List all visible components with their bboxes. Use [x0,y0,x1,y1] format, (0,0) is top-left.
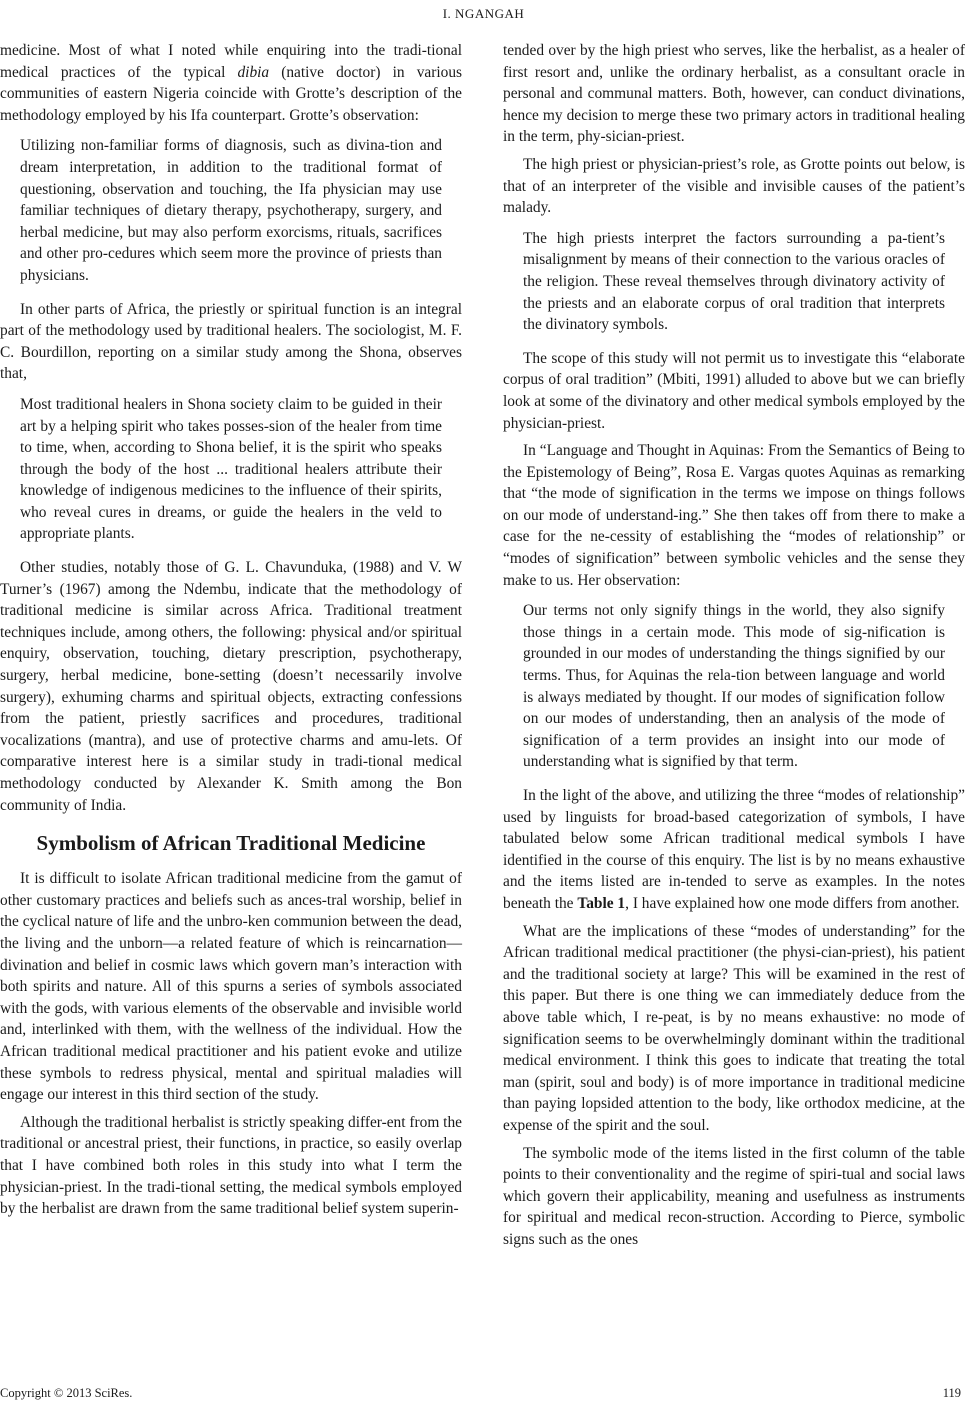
paragraph [0,40,462,126]
paragraph: Although the traditional herbalist is strictly speaking differ-ent from the traditional or ancestral priest, their functions, in practice, so easily overlap that I have combined both roles in this study into what I term the physician-priest. In the tradi-tional setting, the medical symbols employed by the herbalist are drawn from the same traditional belief system superin- [0,1113,462,1218]
block-quote: The high priests interpret the factors surrounding a pa-tient’s misalignment by means of their connection to the various oracles of the religion. These reveal themselves through divinatory activity of the priests and an elaborate corpus of oral tradition that interprets the divinatory symbols. [523,229,945,334]
right-column [503,40,965,1250]
running-header: I. NGANGAH [442,6,525,21]
paragraph: It is difficult to isolate African traditional medicine from the gamut of other customary practices and beliefs such as ances-tral worship, belief in the cyclical nature of life and the unbro-ken communion between the dead, the living and the unborn—a related feature of which is reincarnation—divination and belief in cosmic laws which govern man’s interaction with both spirits and nature. All of this spurns a series of symbols associated with the gods, with various elements of the observable and invisible world and, interlinked with them, with the wellness of the individual. How the African traditional medical practitioner and his patient evoke and utilize these symbols to redress physical, mental and spiritual maladies will engage our interest in this third section of the study. [0,870,462,1104]
paragraph: In other parts of Africa, the priestly or spiritual function is an integral part of the methodology used by traditional healers. The sociologist, M. F. C. Bourdillon, reporting on a similar study among the Shona, observes that, [0,300,462,383]
table-reference: Table 1 [577,894,626,912]
paragraph: In “Language and Thought in Aquinas: From the Semantics of Being to the Epistemology of Being”, Rosa E. Vargas quotes Aquinas as remarking that “the mode of signification in the terms we impose on things follows on our mode of understand-ing.” She then takes off from there to make a case for the ne-cessity of establishing the “modes of relationship” or “modes of signification” between symbolic vehicles and the sense they make to us. Her observation: [503,442,965,589]
paragraph [503,785,965,915]
block-quote: Most traditional healers in Shona society claim to be guided in their art by a helping spirit who takes posses-sion of the healer from time to time, when, according to Shona belief, it is the spirit who speaks through the body of the host ... traditional healers attribute their knowledge of indigenous medicines to the influence of their spirits, who reveal cures in dreams, or guide the healers in the veld to appropriate plants. [20,395,442,543]
paragraph: What are the implications of these “modes of understanding” for the African traditional medical practitioner (the physi-cian-priest), his patient and the traditional society at large? This will be examined in the rest of this paper. But there is one thing we can immediately deduce from the above table which, I re-peat, is by no means exhaustive: no mode of signification seems to be overwhelmingly dominant within the traditional medical environment. I think this goes to indicate that treating the total man (spirit, soul and body) is of more importance in traditional medicine than paying lopsided attention to the body, like orthodox medicine, at the expense of the spirit and the soul. [503,922,965,1134]
section-heading: Symbolism of African Traditional Medicine [36,831,426,856]
page-number: 119 [942,1386,961,1400]
paragraph: Other studies, notably those of G. L. Chavunduka, (1988) and V. W Turner’s (1967) among the Ndembu, indicate that the methodology of traditional medicine is similar across Africa. Traditional treatment techniques include, among others, the following: physical and/or spiritual enquiry, observation, touching, dietary prescription, psychotherapy, surgery, herbal medicine, bone-setting (doesn’t necessarily involve surgery), exhuming charms and spiritual objects, extracting confessions from the patient, priestly sacrifices and procedures, traditional vocalizations (mantra), and use of protective charms and amu-lets. Of comparative interest here is a similar study in tradi-tional medical methodology conducted by Alexander K. Smith among the Bon community of India. [0,559,462,814]
block-quote: Our terms not only signify things in the world, they also signify those things in a certain mode. This mode of sig-nification is grounded in our modes of understanding the things signified by our terms. Thus, for Aquinas the rela-tion between language and world is always mediated by thought. If our modes of signification follow on our modes of understanding, then an analysis of the mode of signification of a term provides an insight into our mode of understanding what is signified by that term. [523,602,945,771]
block-quote: Utilizing non-familiar forms of diagnosis, such as divina-tion and dream interpretation, in addition to the traditional format of questioning, observation and touching, the Ifa physician may use familiar techniques of dietary therapy, psychotherapy, surgery, and herbal medicine, but may also perform exorcisms, rituals, sacrifices and other pro-cedures which seem more the province of priests than physicians. [20,137,442,284]
paragraph-text: , I have explained how one mode differs from another. [625,894,960,912]
paragraph: tended over by the high priest who serves, like the herbalist, as a healer of first resort and, unlike the ordinary herbalist, as a consultant oracle in personal and communal matters. Both, however, can conduct divinations, hence my decision to merge these two primary actors in traditional healing in the term, phy-sician-priest. [503,42,965,146]
italic-term: dibia [237,63,270,81]
copyright-notice: Copyright © 2013 SciRes. [0,1386,133,1400]
left-column [0,40,462,1220]
paragraph: The scope of this study will not permit us to investigate this “elaborate corpus of oral tradition” (Mbiti, 1991) alluded to above but we can briefly look at some of the divinatory and other medical symbols employed by the physician-priest. [503,349,965,432]
paragraph: The symbolic mode of the items listed in the first column of the table points to their conventionality and the regime of spiri-tual and social laws which govern their applicability, meaning and usefulness as instruments for spiritual and medical recon-struction. According to Pierce, symbolic signs such as the ones [503,1144,965,1248]
paragraph-text: (native doctor) in various communities of eastern Nigeria coincide with Grotte’s description of the methodology employed by his Ifa counterpart. Grotte’s observation: [0,63,463,124]
paragraph-text: In the light of the above, and utilizing the three “modes of relationship” used by linguists for broad-based categorization of symbols, I have tabulated below some African traditional medical symbols I have identified in the course of this enquiry. The list is by no means exhaustive and the items listed are in-tended to serve as examples. In the notes beneath the [503,787,965,912]
paragraph-text: medicine. Most of what I noted while enquiring into the tradi-tional medical practices of the typical [0,42,462,81]
paragraph: The high priest or physician-priest’s role, as Grotte points out below, is that of an interpreter of the visible and invisible causes of the patient’s malady. [503,155,965,217]
